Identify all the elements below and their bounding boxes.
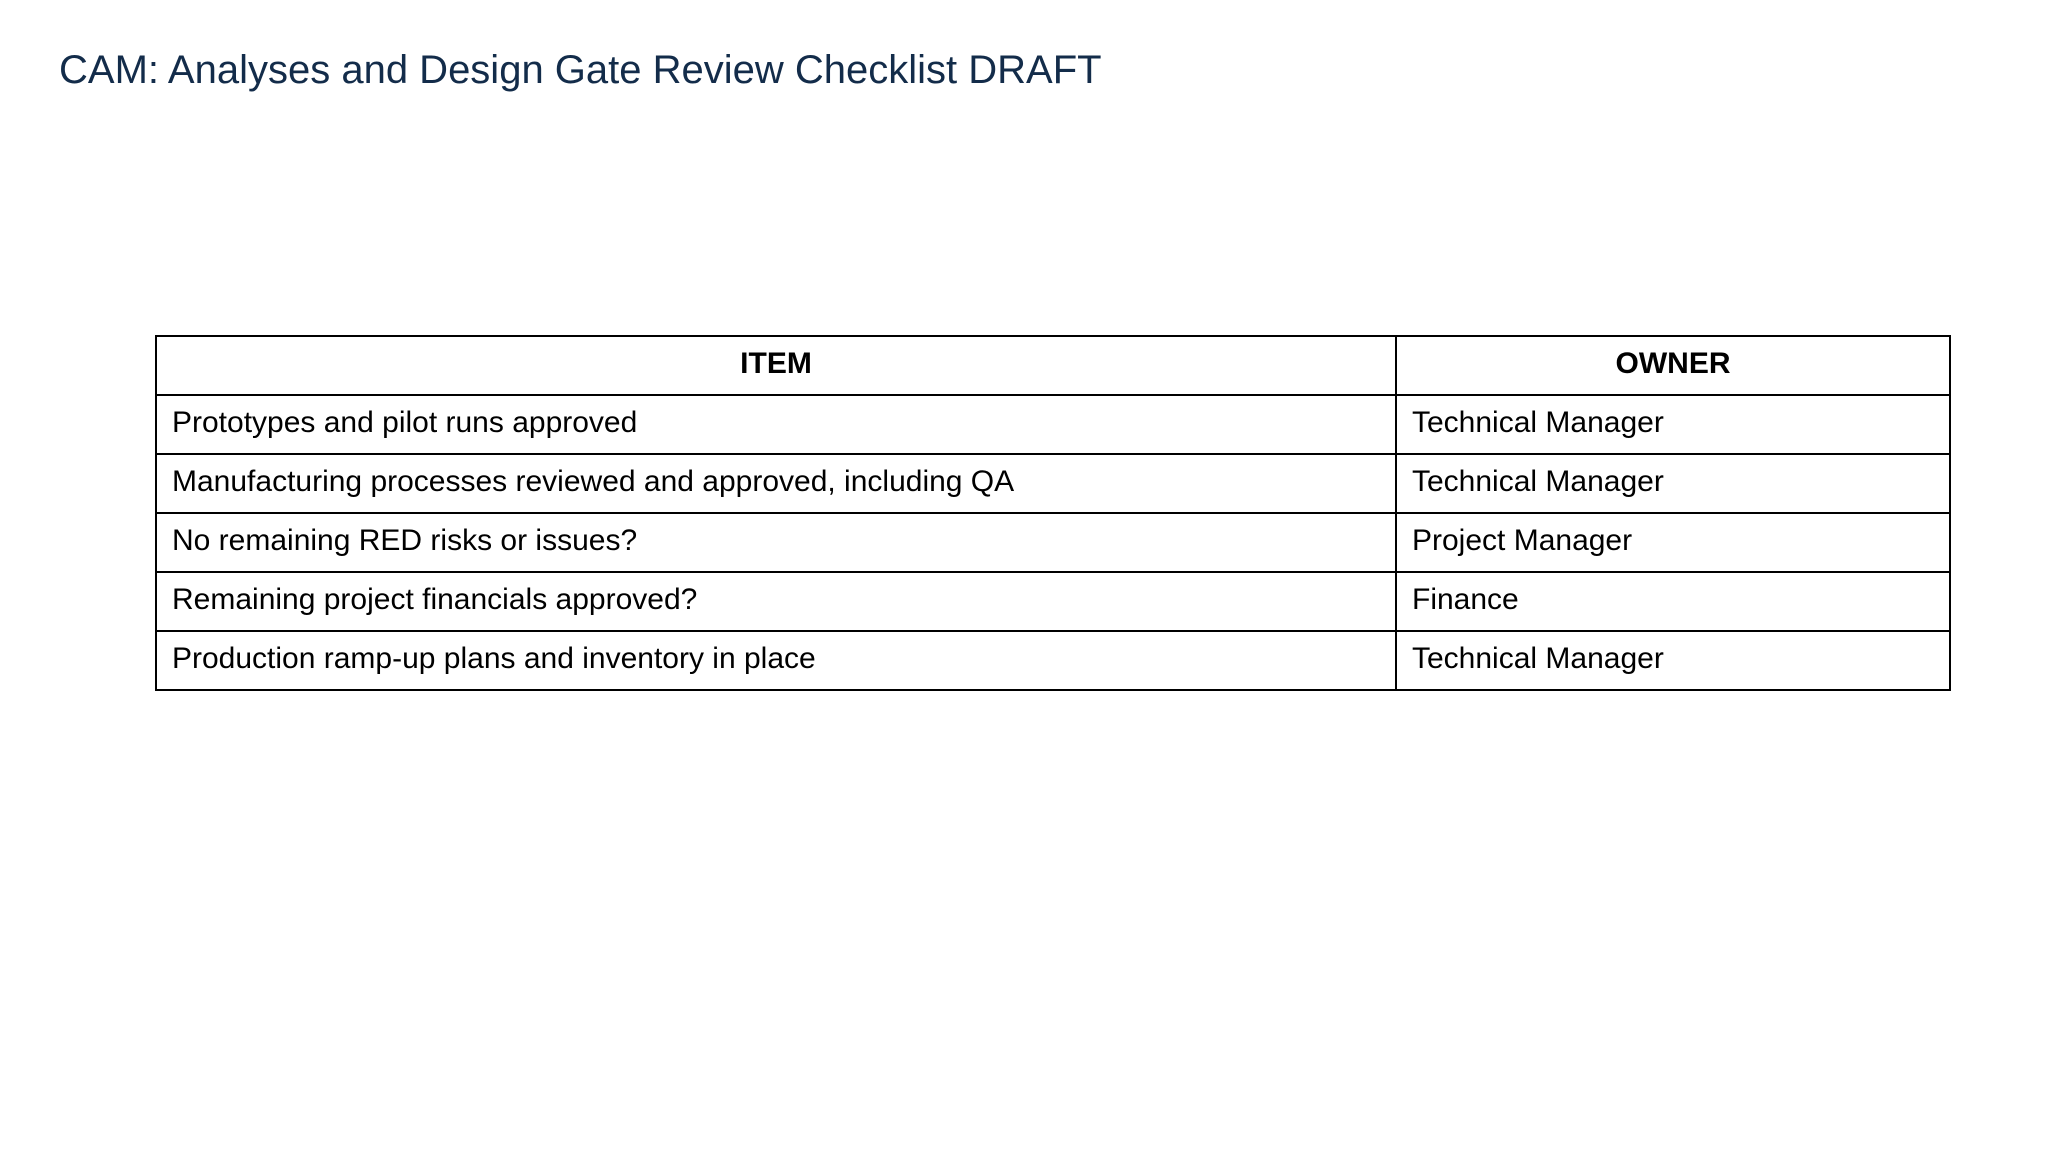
header-item: ITEM — [156, 336, 1396, 395]
table-row — [156, 631, 1950, 690]
item-cell: Remaining project financials approved? — [156, 572, 1396, 631]
owner-cell: Technical Manager — [1396, 454, 1950, 513]
table-header-row — [156, 336, 1950, 395]
item-cell: Manufacturing processes reviewed and approved, including QA — [156, 454, 1396, 513]
page-title: CAM: Analyses and Design Gate Review Checklist DRAFT — [59, 48, 1102, 92]
header-owner: OWNER — [1396, 336, 1950, 395]
item-cell: No remaining RED risks or issues? — [156, 513, 1396, 572]
owner-cell: Project Manager — [1396, 513, 1950, 572]
table-row — [156, 513, 1950, 572]
table-row — [156, 395, 1950, 454]
owner-cell: Technical Manager — [1396, 631, 1950, 690]
item-cell: Production ramp-up plans and inventory in place — [156, 631, 1396, 690]
table-row — [156, 454, 1950, 513]
table-row — [156, 572, 1950, 631]
owner-cell: Technical Manager — [1396, 395, 1950, 454]
item-cell: Prototypes and pilot runs approved — [156, 395, 1396, 454]
owner-cell: Finance — [1396, 572, 1950, 631]
checklist-table — [155, 335, 1951, 691]
